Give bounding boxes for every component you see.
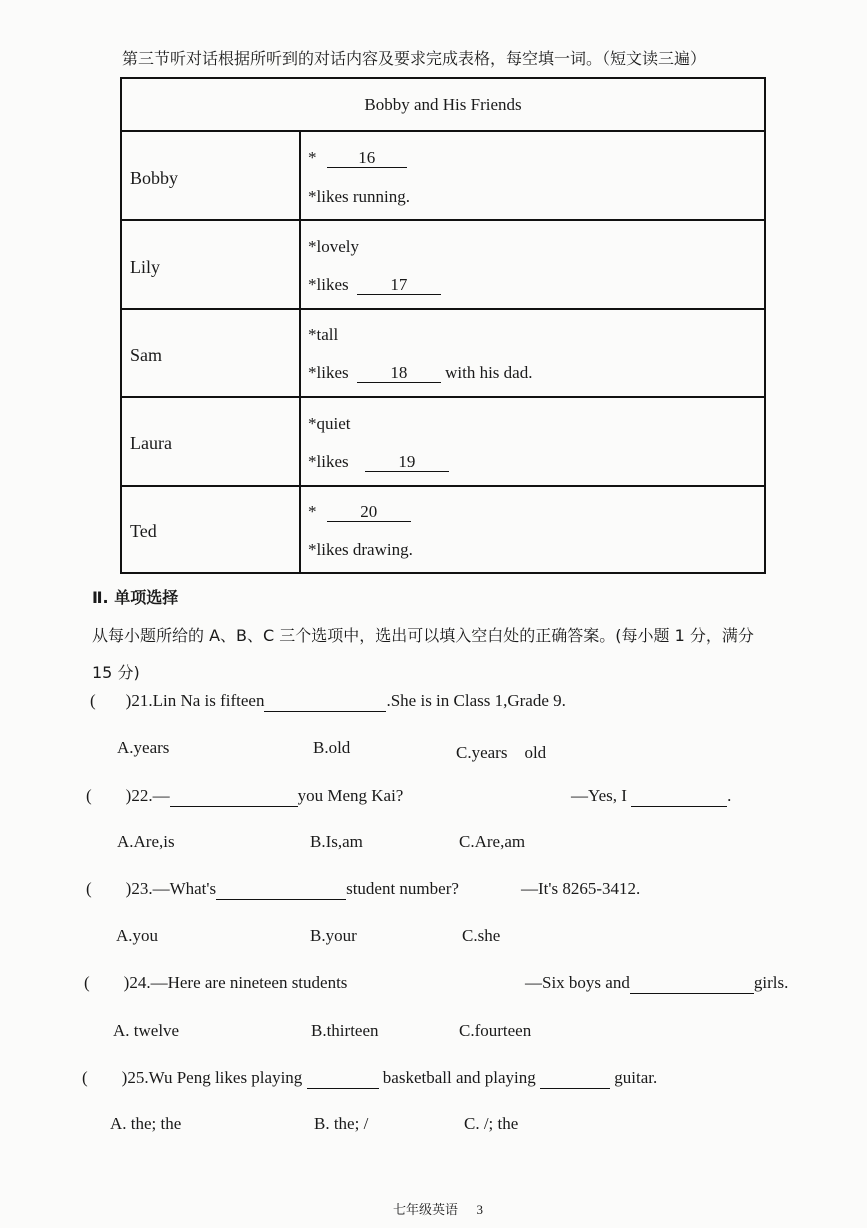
answer-blank[interactable] [307,1068,379,1089]
question-25: ( )25.Wu Peng likes playing basketball and playing guitar. [82,1068,658,1087]
row-line2-ted: *likes drawing. [308,540,413,559]
row-line2-sam: *likes 18 with his dad. [308,363,533,382]
answer-blank-16[interactable]: 16 [327,149,407,168]
question-23-reply: —It's 8265-3412. [521,879,641,898]
question-22: ( )22.— you Meng Kai? [86,786,404,805]
row-line2-lily: *likes 17 [308,275,441,295]
q23-option-b[interactable]: B.your [310,926,357,945]
answer-blank[interactable] [540,1068,610,1089]
answer-blank[interactable] [264,691,386,712]
q23-option-a[interactable]: A.you [116,926,159,945]
q22-option-b[interactable]: B.Is,am [310,832,363,851]
part2-instruction-line2: 15 分) [92,663,140,682]
table-divider [122,308,764,310]
answer-blank-17[interactable]: 17 [357,276,441,295]
answer-blank[interactable] [170,786,298,807]
friends-table [120,77,766,574]
answer-blank[interactable] [630,973,754,994]
row-name-laura: Laura [130,433,172,453]
table-column-divider [299,131,301,572]
answer-blank-19[interactable]: 19 [365,453,449,472]
table-title: Bobby and His Friends [364,95,522,114]
row-line1-bobby: * 16 [308,148,407,168]
part2-heading: Ⅱ. 单项选择 [92,588,179,607]
q25-option-a[interactable]: A. the; the [110,1114,182,1133]
answer-blank-20[interactable]: 20 [327,503,411,522]
row-line2-bobby: *likes running. [308,187,410,206]
q24-option-b[interactable]: B.thirteen [311,1021,379,1040]
answer-blank-18[interactable]: 18 [357,364,441,383]
question-21: ( )21.Lin Na is fifteen .She is in Class 1,Grade 9. [90,691,566,710]
answer-blank[interactable] [216,879,346,900]
row-name-bobby: Bobby [130,168,179,188]
part2-instruction-line1: 从每小题所给的 A、B、C 三个选项中，选出可以填入空白处的正确答案。(每小题 1 分，满分 [92,626,754,645]
question-24: ( )24.—Here are nineteen students [84,973,348,992]
table-divider [122,219,764,221]
q24-option-c[interactable]: C.fourteen [459,1021,532,1040]
q22-option-a[interactable]: A.Are,is [117,832,175,851]
table-divider [122,485,764,487]
q21-option-c[interactable]: C.years old [456,743,547,762]
q24-option-a[interactable]: A. twelve [113,1021,180,1040]
q21-option-b[interactable]: B.old [313,738,351,757]
table-divider [122,396,764,398]
q21-option-a[interactable]: A.years [117,738,170,757]
q23-option-c[interactable]: C.she [462,926,501,945]
question-22-reply: —Yes, I . [571,786,732,805]
row-line1-lily: *lovely [308,237,359,256]
row-name-lily: Lily [130,257,160,277]
q22-option-c[interactable]: C.Are,am [459,832,526,851]
question-24-reply: —Six boys and girls. [525,973,789,992]
answer-blank[interactable] [631,786,727,807]
footer-subject: 七年级英语 [393,1203,459,1218]
row-name-ted: Ted [130,521,157,541]
question-23: ( )23.—What's student number? [86,879,459,898]
row-line2-laura: *likes 19 [308,452,449,472]
row-line1-ted: * 20 [308,502,411,522]
row-line1-laura: *quiet [308,414,351,433]
footer-page-number: 3 [476,1202,484,1217]
page-footer [393,1199,483,1218]
table-divider [122,130,764,132]
q25-option-c[interactable]: C. /; the [464,1114,519,1133]
q25-option-b[interactable]: B. the; / [314,1114,369,1133]
row-name-sam: Sam [130,345,163,365]
row-line1-sam: *tall [308,325,339,344]
section3-instruction: 第三节听对话根据所听到的对话内容及要求完成表格，每空填一词。（短文读三遍） [122,49,707,68]
